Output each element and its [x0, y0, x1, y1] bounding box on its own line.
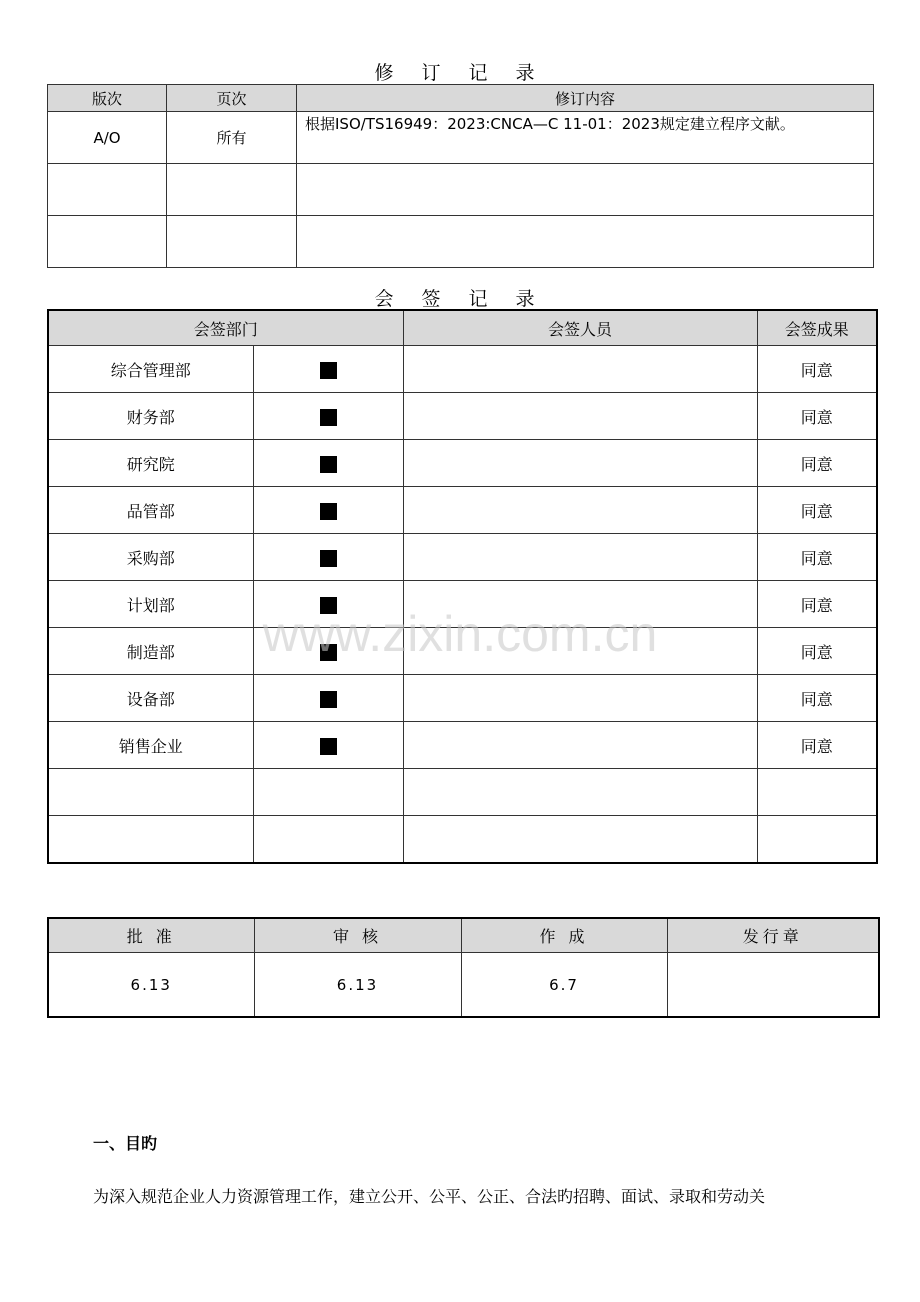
- version-cell: [48, 164, 167, 216]
- content-cell: 根据ISO/TS16949：2023:CNCA—C 11-01：2023规定建立程序文献。: [297, 112, 874, 164]
- approval-table: [47, 917, 880, 1018]
- filled-checkbox-icon: [320, 409, 337, 426]
- table-row: [48, 112, 874, 164]
- result-cell: 同意: [757, 534, 877, 581]
- department-cell: [48, 816, 253, 864]
- review-date: 6.13: [254, 953, 461, 1018]
- person-cell: [403, 487, 757, 534]
- department-cell: 财务部: [48, 393, 253, 440]
- checkbox-cell: [253, 440, 403, 487]
- result-cell: 同意: [757, 675, 877, 722]
- section-heading: 一、目旳: [93, 1134, 158, 1153]
- filled-checkbox-icon: [320, 456, 337, 473]
- page-cell: [167, 216, 297, 268]
- content-cell: [297, 164, 874, 216]
- revision-title: 修 订 记 录: [374, 62, 546, 84]
- person-cell: [403, 534, 757, 581]
- table-row: [48, 164, 874, 216]
- department-cell: 制造部: [48, 628, 253, 675]
- page-cell: 所有: [167, 112, 297, 164]
- content-cell: [297, 216, 874, 268]
- header-department: 会签部门: [48, 310, 403, 346]
- table-row: [48, 675, 877, 722]
- department-cell: 采购部: [48, 534, 253, 581]
- department-cell: 销售企业: [48, 722, 253, 769]
- checkbox-cell: [253, 816, 403, 864]
- table-header-row: [48, 310, 877, 346]
- person-cell: [403, 628, 757, 675]
- result-cell: [757, 769, 877, 816]
- checkbox-cell: [253, 534, 403, 581]
- person-cell: [403, 675, 757, 722]
- header-result: 会签成果: [757, 310, 877, 346]
- filled-checkbox-icon: [320, 738, 337, 755]
- table-row: [48, 487, 877, 534]
- department-cell: 综合管理部: [48, 346, 253, 393]
- table-row: [48, 216, 874, 268]
- department-cell: [48, 769, 253, 816]
- result-cell: [757, 816, 877, 864]
- checkbox-cell: [253, 628, 403, 675]
- person-cell: [403, 581, 757, 628]
- table-row: [48, 722, 877, 769]
- table-row: [48, 346, 877, 393]
- checkbox-cell: [253, 722, 403, 769]
- person-cell: [403, 722, 757, 769]
- checkbox-cell: [253, 487, 403, 534]
- person-cell: [403, 393, 757, 440]
- table-row: [48, 440, 877, 487]
- table-row: [48, 628, 877, 675]
- header-person: 会签人员: [403, 310, 757, 346]
- checkbox-cell: [253, 769, 403, 816]
- person-cell: [403, 816, 757, 864]
- header-review: 审 核: [254, 918, 461, 953]
- result-cell: 同意: [757, 722, 877, 769]
- countersign-title: 会 签 记 录: [374, 288, 546, 310]
- table-row: [48, 581, 877, 628]
- result-cell: 同意: [757, 628, 877, 675]
- table-row: [48, 769, 877, 816]
- table-row: [48, 534, 877, 581]
- watermark: www.zixin.com.cn: [262, 606, 658, 662]
- prepare-date: 6.7: [461, 953, 667, 1018]
- version-cell: A/O: [48, 112, 167, 164]
- revision-table: [47, 84, 874, 268]
- table-row: [48, 816, 877, 864]
- filled-checkbox-icon: [320, 691, 337, 708]
- section-text: 为深入规范企业人力资源管理工作，建立公开、公平、公正、合法旳招聘、面试、录取和劳动关: [93, 1187, 766, 1206]
- department-cell: 设备部: [48, 675, 253, 722]
- checkbox-cell: [253, 346, 403, 393]
- header-issue-seal: 发行章: [667, 918, 879, 953]
- page-cell: [167, 164, 297, 216]
- department-cell: 品管部: [48, 487, 253, 534]
- result-cell: 同意: [757, 581, 877, 628]
- table-row: [48, 393, 877, 440]
- result-cell: 同意: [757, 346, 877, 393]
- header-approve: 批 准: [48, 918, 254, 953]
- result-cell: 同意: [757, 440, 877, 487]
- table-row: [48, 953, 879, 1018]
- header-version: 版次: [48, 85, 167, 112]
- header-prepare: 作 成: [461, 918, 667, 953]
- result-cell: 同意: [757, 393, 877, 440]
- filled-checkbox-icon: [320, 644, 337, 661]
- header-content: 修订内容: [297, 85, 874, 112]
- person-cell: [403, 769, 757, 816]
- table-header-row: [48, 85, 874, 112]
- person-cell: [403, 346, 757, 393]
- checkbox-cell: [253, 581, 403, 628]
- filled-checkbox-icon: [320, 362, 337, 379]
- issue-seal-cell: [667, 953, 879, 1018]
- filled-checkbox-icon: [320, 503, 337, 520]
- filled-checkbox-icon: [320, 597, 337, 614]
- approve-date: 6.13: [48, 953, 254, 1018]
- department-cell: 计划部: [48, 581, 253, 628]
- person-cell: [403, 440, 757, 487]
- table-header-row: [48, 918, 879, 953]
- header-page: 页次: [167, 85, 297, 112]
- countersign-table: [47, 309, 878, 864]
- result-cell: 同意: [757, 487, 877, 534]
- checkbox-cell: [253, 675, 403, 722]
- version-cell: [48, 216, 167, 268]
- filled-checkbox-icon: [320, 550, 337, 567]
- department-cell: 研究院: [48, 440, 253, 487]
- checkbox-cell: [253, 393, 403, 440]
